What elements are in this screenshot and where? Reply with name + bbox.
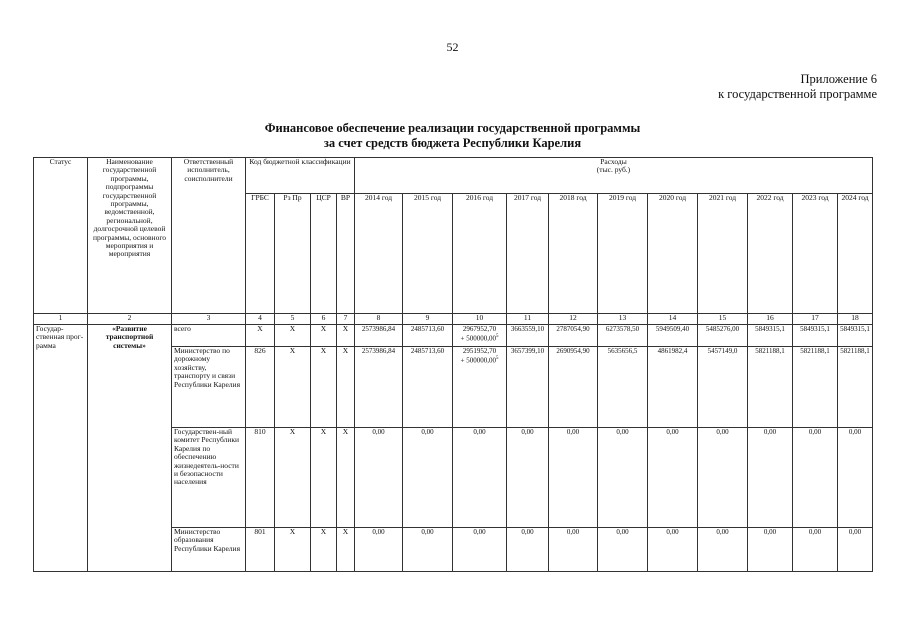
cell-value: 0,00 — [648, 528, 698, 572]
column-number-row — [34, 314, 873, 325]
appendix-line-2: к государственной программе — [718, 87, 877, 101]
header-year: 2018 год — [549, 194, 598, 314]
document-title — [0, 121, 905, 151]
cell-value: 5949509,40 — [648, 325, 698, 347]
extra-amount: + 500000,00 — [460, 356, 496, 365]
cell-value: 3663559,10 — [507, 325, 549, 347]
column-number: 8 — [355, 314, 403, 325]
column-number: 11 — [507, 314, 549, 325]
cell-grbs: 810 — [246, 428, 275, 528]
header-expenses-unit: (тыс. руб.) — [596, 165, 631, 175]
cell-value: 0,00 — [748, 428, 793, 528]
header-rzpr: Рз Пр — [275, 194, 311, 314]
program-status: Государ-ственная прог-рамма — [34, 325, 88, 572]
cell-value: 5457149,0 — [698, 347, 748, 428]
cell-value: 2573986,84 — [355, 347, 403, 428]
header-grbs: ГРБС — [246, 194, 275, 314]
row-executor: Министерство по дорожному хозяйству, транспорту и связи Республики Карелия — [172, 347, 246, 428]
title-line-1: Финансовое обеспечение реализации государственной программы — [264, 121, 641, 135]
extra-amount: + 500000,00 — [460, 334, 496, 343]
cell-value: 3657399,10 — [507, 347, 549, 428]
title-line-2: за счет средств бюджета Республики Карелия — [323, 136, 582, 150]
cell-value: 2787054,90 — [549, 325, 598, 347]
cell-value: 5821188,1 — [793, 347, 838, 428]
financing-table — [33, 157, 873, 572]
cell-value: 5849315,1 — [838, 325, 873, 347]
column-number: 4 — [246, 314, 275, 325]
cell-grbs: 801 — [246, 528, 275, 572]
cell-value: 5821188,1 — [748, 347, 793, 428]
column-number: 18 — [838, 314, 873, 325]
footnote-mark: 5 — [495, 334, 499, 340]
header-executor: Ответственный исполнитель, соисполнители — [172, 158, 246, 314]
column-number: 2 — [88, 314, 172, 325]
cell-value: 0,00 — [648, 428, 698, 528]
cell-value: 0,00 — [507, 528, 549, 572]
column-number: 17 — [793, 314, 838, 325]
cell-rzpr: Х — [275, 428, 311, 528]
cell-grbs: Х — [246, 325, 275, 347]
cell-value: 0,00 — [355, 528, 403, 572]
table-row — [34, 325, 873, 347]
cell-value: 0,00 — [793, 528, 838, 572]
cell-value: 6273578,50 — [598, 325, 648, 347]
header-year: 2015 год — [403, 194, 453, 314]
row-executor: всего — [172, 325, 246, 347]
header-year: 2014 год — [355, 194, 403, 314]
header-year: 2020 год — [648, 194, 698, 314]
cell-value: 0,00 — [507, 428, 549, 528]
cell-value: 0,00 — [598, 528, 648, 572]
page-number: 52 — [446, 40, 459, 54]
header-year: 2017 год — [507, 194, 549, 314]
cell-value: 2690954,90 — [549, 347, 598, 428]
cell-value: 0,00 — [549, 528, 598, 572]
cell-rzpr: Х — [275, 347, 311, 428]
header-year: 2022 год — [748, 194, 793, 314]
cell-value: 0,00 — [838, 428, 873, 528]
column-number: 1 — [34, 314, 88, 325]
header-year: 2016 год — [453, 194, 507, 314]
cell-csr: Х — [311, 325, 337, 347]
cell-value-2016 — [453, 325, 507, 347]
cell-value: 0,00 — [838, 528, 873, 572]
header-expenses-title: Расходы — [600, 157, 627, 166]
column-number: 6 — [311, 314, 337, 325]
cell-value: 0,00 — [403, 428, 453, 528]
column-number: 5 — [275, 314, 311, 325]
column-number: 15 — [698, 314, 748, 325]
cell-value: 0,00 — [403, 528, 453, 572]
cell-value: 2573986,84 — [355, 325, 403, 347]
appendix-line-1: Приложение 6 — [800, 72, 877, 86]
header-csr: ЦСР — [311, 194, 337, 314]
value-2016-extra — [454, 333, 505, 343]
column-number: 16 — [748, 314, 793, 325]
column-number: 3 — [172, 314, 246, 325]
column-number: 13 — [598, 314, 648, 325]
column-number: 7 — [337, 314, 355, 325]
cell-value: 0,00 — [698, 528, 748, 572]
header-budget-code: Код бюджетной классификации — [246, 158, 355, 194]
cell-value: 5635656,5 — [598, 347, 648, 428]
cell-value: 0,00 — [355, 428, 403, 528]
appendix-note — [718, 72, 877, 102]
cell-value: 2485713,60 — [403, 347, 453, 428]
cell-csr: Х — [311, 428, 337, 528]
header-status: Статус — [34, 158, 88, 314]
header-year: 2019 год — [598, 194, 648, 314]
cell-value: 4861982,4 — [648, 347, 698, 428]
header-vr: ВР — [337, 194, 355, 314]
row-executor: Государствен-ный комитет Республики Карелия по обеспечению жизнедеятель-ности и безопасности населения — [172, 428, 246, 528]
column-number: 12 — [549, 314, 598, 325]
cell-vr: Х — [337, 528, 355, 572]
cell-value: 5485276,00 — [698, 325, 748, 347]
value-2016-extra — [454, 355, 505, 365]
cell-csr: Х — [311, 347, 337, 428]
header-year: 2021 год — [698, 194, 748, 314]
cell-vr: Х — [337, 428, 355, 528]
column-number: 9 — [403, 314, 453, 325]
cell-value: 0,00 — [453, 528, 507, 572]
cell-value: 0,00 — [793, 428, 838, 528]
cell-value: 5849315,1 — [793, 325, 838, 347]
cell-grbs: 826 — [246, 347, 275, 428]
cell-value: 0,00 — [453, 428, 507, 528]
header-name: Наименование государственной программы, подпрограммы государственной программы, ведомственной, региональной, долгосрочной целевой программы, основного мероприятия и мероприятия — [88, 158, 172, 314]
cell-csr: Х — [311, 528, 337, 572]
header-year: 2023 год — [793, 194, 838, 314]
cell-rzpr: Х — [275, 325, 311, 347]
header-expenses — [355, 158, 873, 194]
column-number: 14 — [648, 314, 698, 325]
column-number: 10 — [453, 314, 507, 325]
cell-value: 0,00 — [549, 428, 598, 528]
value-2016: 2967952,70 — [462, 325, 497, 333]
cell-value-2016 — [453, 347, 507, 428]
cell-rzpr: Х — [275, 528, 311, 572]
program-name: «Развитие транспортной системы» — [88, 325, 172, 572]
cell-value: 0,00 — [698, 428, 748, 528]
cell-value: 2485713,60 — [403, 325, 453, 347]
cell-vr: Х — [337, 325, 355, 347]
value-2016: 2951952,70 — [462, 347, 497, 355]
cell-value: 5821188,1 — [838, 347, 873, 428]
footnote-mark: 5 — [495, 356, 499, 362]
cell-vr: Х — [337, 347, 355, 428]
cell-value: 0,00 — [748, 528, 793, 572]
cell-value: 0,00 — [598, 428, 648, 528]
row-executor: Министерство образования Республики Карелия — [172, 528, 246, 572]
header-year: 2024 год — [838, 194, 873, 314]
cell-value: 5849315,1 — [748, 325, 793, 347]
header-row — [34, 158, 873, 194]
